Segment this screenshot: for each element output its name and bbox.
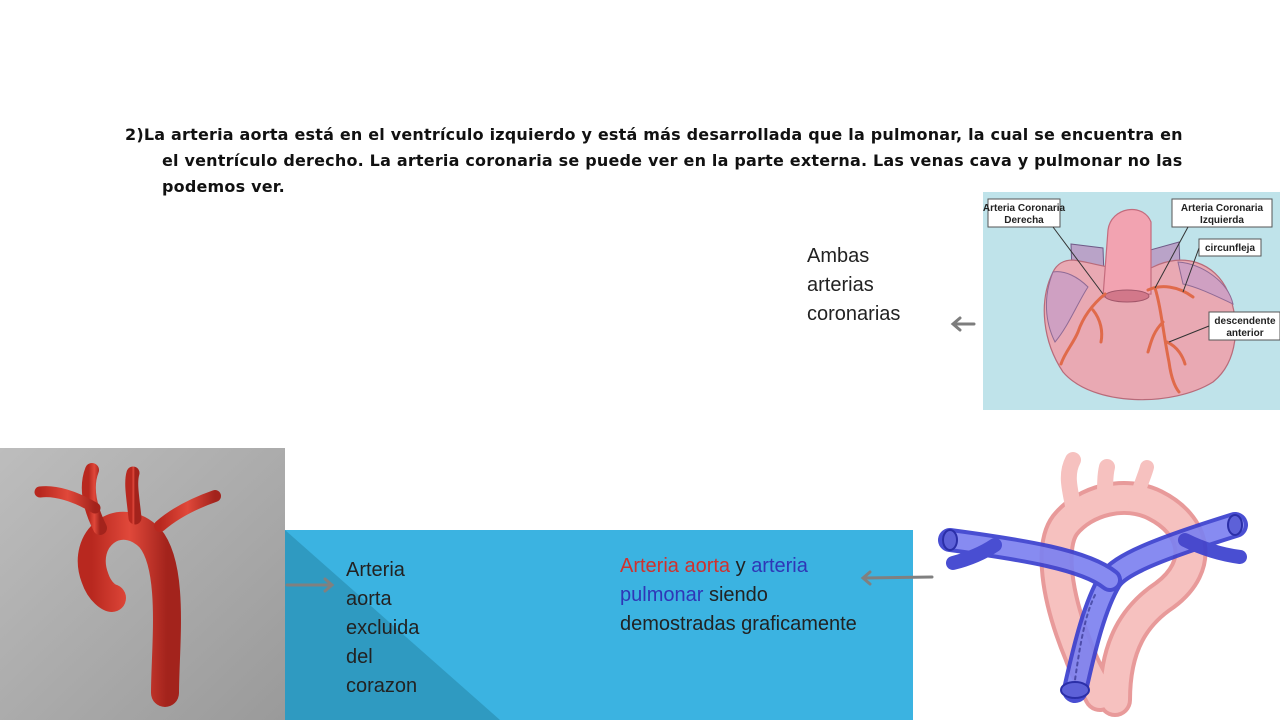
label-descending-line2: anterior <box>1226 328 1264 339</box>
caption-coronary <box>807 242 900 329</box>
description-text: La arteria aorta está en el ventrículo izquierdo y está más desarrollada que la pulmonar, la cual se encuentra en el ventrículo derecho. La arteria coronaria se puede ver en la parte externa. Las venas cava y pulmonar no las podemos ver. <box>143 125 1183 196</box>
pulmonary-opening <box>1061 682 1089 698</box>
caption-aorta-line: Arteria <box>346 559 405 581</box>
description-number: 2) <box>125 125 144 144</box>
caption-aorta-excluded <box>346 556 419 701</box>
label-right-coronary-line2: Derecha <box>1004 215 1044 226</box>
caption-coronary-line: Ambas <box>807 245 870 267</box>
caption-pulmonary-label: arteria pulmonar <box>620 555 808 606</box>
pulmonary-branch-end <box>943 530 957 550</box>
caption-both-arteries <box>620 552 860 639</box>
coronary-heart-diagram <box>983 192 1280 410</box>
label-left-coronary-line2: Izquierda <box>1200 215 1244 226</box>
left-arrow-icon <box>948 314 976 334</box>
caption-coronary-line: coronarias <box>807 303 901 325</box>
left-arrow-icon <box>858 568 934 588</box>
label-left-coronary-line1: Arteria Coronaria <box>1180 203 1264 214</box>
caption-aorta-line: excluida <box>346 617 420 639</box>
caption-aorta-line: corazon <box>346 675 418 697</box>
caption-aorta-label: Arteria aorta <box>620 555 731 577</box>
caption-coronary-line: arterias <box>807 274 874 296</box>
caption-aorta-line: del <box>346 646 373 668</box>
caption-aorta-line: aorta <box>346 588 392 610</box>
aorta-shape <box>1103 210 1151 297</box>
pulmonary-branch-end <box>1228 515 1242 535</box>
aorta-opening <box>1105 290 1149 302</box>
label-circumflex: circunfleja <box>1204 243 1256 254</box>
caption-connector: y <box>730 555 752 577</box>
aorta-model-image <box>0 448 285 720</box>
description-paragraph <box>125 122 1202 200</box>
label-right-coronary-line1: Arteria Coronaria <box>983 203 1066 214</box>
right-arrow-icon <box>285 575 337 595</box>
caption-rest: siendo demostradas graficamente <box>620 584 857 635</box>
aorta-pulmonary-illustration <box>935 445 1255 720</box>
label-descending-line1: descendente <box>1214 316 1276 327</box>
